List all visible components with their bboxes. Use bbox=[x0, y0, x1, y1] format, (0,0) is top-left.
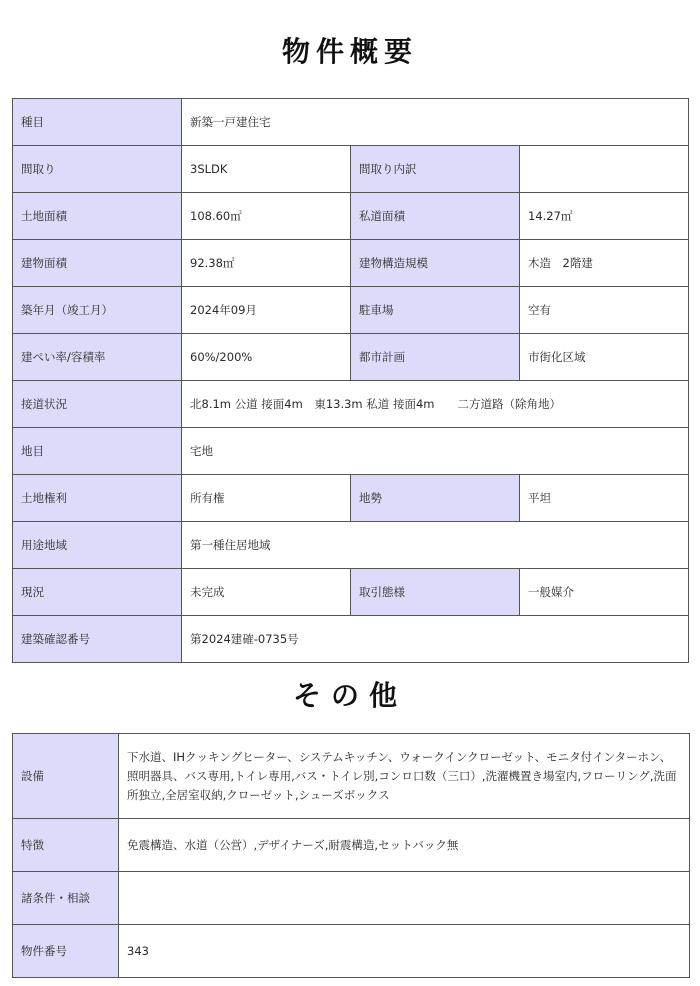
table-row bbox=[13, 240, 689, 287]
coverage-label: 建ぺい率/容積率 bbox=[13, 334, 182, 381]
terrain-label: 地勢 bbox=[351, 475, 520, 522]
property-overview-table bbox=[12, 98, 689, 663]
layout-label: 間取り bbox=[13, 146, 182, 193]
land-rights-label: 土地権利 bbox=[13, 475, 182, 522]
table-row bbox=[13, 99, 689, 146]
building-area-value: 92.38㎡ bbox=[182, 240, 351, 287]
road-value: 北8.1m 公道 接面4m 東13.3m 私道 接面4m 二方道路（除角地） bbox=[182, 381, 689, 428]
layout-value: 3SLDK bbox=[182, 146, 351, 193]
built-label: 築年月（竣工月） bbox=[13, 287, 182, 334]
equipment-label: 設備 bbox=[13, 734, 119, 819]
type-label: 種目 bbox=[13, 99, 182, 146]
type-value: 新築一戸建住宅 bbox=[182, 99, 689, 146]
table-row bbox=[13, 872, 690, 925]
land-rights-value: 所有権 bbox=[182, 475, 351, 522]
parking-value: 空有 bbox=[520, 287, 689, 334]
other-section-title: その他 bbox=[292, 679, 407, 712]
private-road-value: 14.27㎡ bbox=[520, 193, 689, 240]
road-label: 接道状況 bbox=[13, 381, 182, 428]
conditions-label: 諸条件・相談 bbox=[13, 872, 119, 925]
table-row bbox=[13, 734, 690, 819]
structure-value: 木造 2階建 bbox=[520, 240, 689, 287]
table-row bbox=[13, 925, 690, 978]
coverage-value: 60%/200% bbox=[182, 334, 351, 381]
land-area-value: 108.60㎡ bbox=[182, 193, 351, 240]
land-category-value: 宅地 bbox=[182, 428, 689, 475]
city-plan-label: 都市計画 bbox=[351, 334, 520, 381]
parking-label: 駐車場 bbox=[351, 287, 520, 334]
page-title: 物件概要 bbox=[281, 35, 418, 68]
table-row bbox=[13, 522, 689, 569]
zoning-value: 第一種住居地域 bbox=[182, 522, 689, 569]
status-label: 現況 bbox=[13, 569, 182, 616]
city-plan-value: 市街化区域 bbox=[520, 334, 689, 381]
table-row bbox=[13, 193, 689, 240]
table-row bbox=[13, 287, 689, 334]
status-value: 未完成 bbox=[182, 569, 351, 616]
permit-value: 第2024建確-0735号 bbox=[182, 616, 689, 663]
table-row bbox=[13, 428, 689, 475]
table-row bbox=[13, 616, 689, 663]
equipment-value: 下水道、IHクッキングヒーター、システムキッチン、ウォークインクローゼット、モニタ付インターホン、照明器具、バス専用,トイレ専用,バス・トイレ別,コンロ口数（三口）,洗濯機置き場室内,フローリング,洗面所独立,全居室収納,クローゼット,シューズボックス bbox=[119, 734, 690, 819]
property-number-label: 物件番号 bbox=[13, 925, 119, 978]
transaction-value: 一般媒介 bbox=[520, 569, 689, 616]
layout-detail-label: 間取り内訳 bbox=[351, 146, 520, 193]
table-row bbox=[13, 146, 689, 193]
other-info-table bbox=[12, 733, 690, 978]
building-area-label: 建物面積 bbox=[13, 240, 182, 287]
table-row bbox=[13, 334, 689, 381]
table-row bbox=[13, 381, 689, 428]
table-row bbox=[13, 819, 690, 872]
features-label: 特徴 bbox=[13, 819, 119, 872]
features-value: 免震構造、水道（公営）,デザイナーズ,耐震構造,セットバック無 bbox=[119, 819, 690, 872]
property-number-value: 343 bbox=[119, 925, 690, 978]
structure-label: 建物構造規模 bbox=[351, 240, 520, 287]
table-row bbox=[13, 569, 689, 616]
transaction-label: 取引態様 bbox=[351, 569, 520, 616]
permit-label: 建築確認番号 bbox=[13, 616, 182, 663]
built-value: 2024年09月 bbox=[182, 287, 351, 334]
land-area-label: 土地面積 bbox=[13, 193, 182, 240]
land-category-label: 地目 bbox=[13, 428, 182, 475]
layout-detail-value bbox=[520, 146, 689, 193]
zoning-label: 用途地域 bbox=[13, 522, 182, 569]
conditions-value bbox=[119, 872, 690, 925]
terrain-value: 平坦 bbox=[520, 475, 689, 522]
table-row bbox=[13, 475, 689, 522]
private-road-label: 私道面積 bbox=[351, 193, 520, 240]
